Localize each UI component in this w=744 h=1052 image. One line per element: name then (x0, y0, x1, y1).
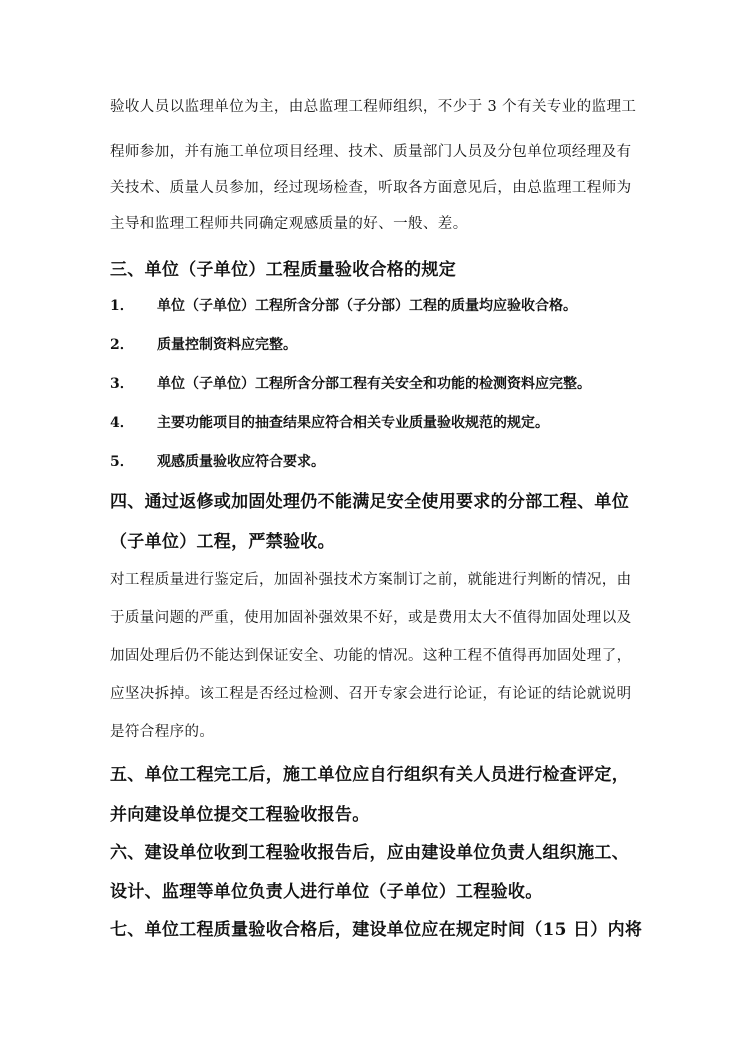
section-heading: 七、单位工程质量验收合格后，建设单位应在规定时间（15 日）内将 (110, 920, 643, 940)
paragraph-line: 对工程质量进行鉴定后，加固补强技术方案制订之前，就能进行判断的情况，由 (110, 572, 632, 588)
section-heading: 五、单位工程完工后，施工单位应自行组织有关人员进行检查评定， (110, 765, 629, 785)
paragraph-line: 于质量问题的严重，使用加固补强效果不好，或是费用太大不值得加固处理以及 (110, 610, 632, 626)
list-item-text: 单位（子单位）工程所含分部工程有关安全和功能的检测资料应完整。 (157, 376, 591, 392)
list-item-text: 单位（子单位）工程所含分部（子分部）工程的质量均应验收合格。 (157, 298, 577, 314)
list-item (110, 412, 549, 432)
paragraph-line: 主导和监理工程师共同确定观感质量的好、一般、差。 (110, 216, 468, 232)
list-item-text: 观感质量验收应符合要求。 (157, 454, 325, 470)
paragraph-line: 关技术、质量人员参加，经过现场检查，听取各方面意见后，由总监理工程师为 (110, 180, 632, 196)
section-heading: （子单位）工程，严禁验收。 (110, 532, 335, 552)
list-item-number: 3． (110, 376, 134, 392)
list-item-number: 1． (110, 298, 134, 314)
paragraph-line: 是符合程序的。 (110, 724, 215, 740)
section-heading: 六、建设单位收到工程验收报告后，应由建设单位负责人组织施工、 (110, 843, 629, 863)
list-item-number: 2． (110, 337, 134, 353)
list-item (110, 373, 591, 393)
paragraph-line: 验收人员以监理单位为主，由总监理工程师组织，不少于 3 个有关专业的监理工 (110, 99, 637, 115)
list-item (110, 451, 325, 471)
paragraph-line: 程师参加，并有施工单位项目经理、技术、质量部门人员及分包单位项经理及有 (110, 144, 632, 160)
section-heading: 三、单位（子单位）工程质量验收合格的规定 (110, 260, 456, 280)
section-heading: 设计、监理等单位负责人进行单位（子单位）工程验收。 (110, 882, 543, 902)
section-heading: 并向建设单位提交工程验收报告。 (110, 805, 370, 825)
list-item-number: 5． (110, 454, 134, 470)
list-item (110, 295, 577, 315)
paragraph-line: 应坚决拆掉。该工程是否经过检测、召开专家会进行论证，有论证的结论就说明 (110, 686, 632, 702)
list-item-text: 质量控制资料应完整。 (157, 337, 297, 353)
paragraph-line: 加固处理后仍不能达到保证安全、功能的情况。这种工程不值得再加固处理了， (110, 648, 632, 664)
list-item-text: 主要功能项目的抽查结果应符合相关专业质量验收规范的规定。 (157, 415, 549, 431)
list-item (110, 334, 297, 354)
list-item-number: 4． (110, 415, 134, 431)
section-heading: 四、通过返修或加固处理仍不能满足安全使用要求的分部工程、单位 (110, 492, 629, 512)
